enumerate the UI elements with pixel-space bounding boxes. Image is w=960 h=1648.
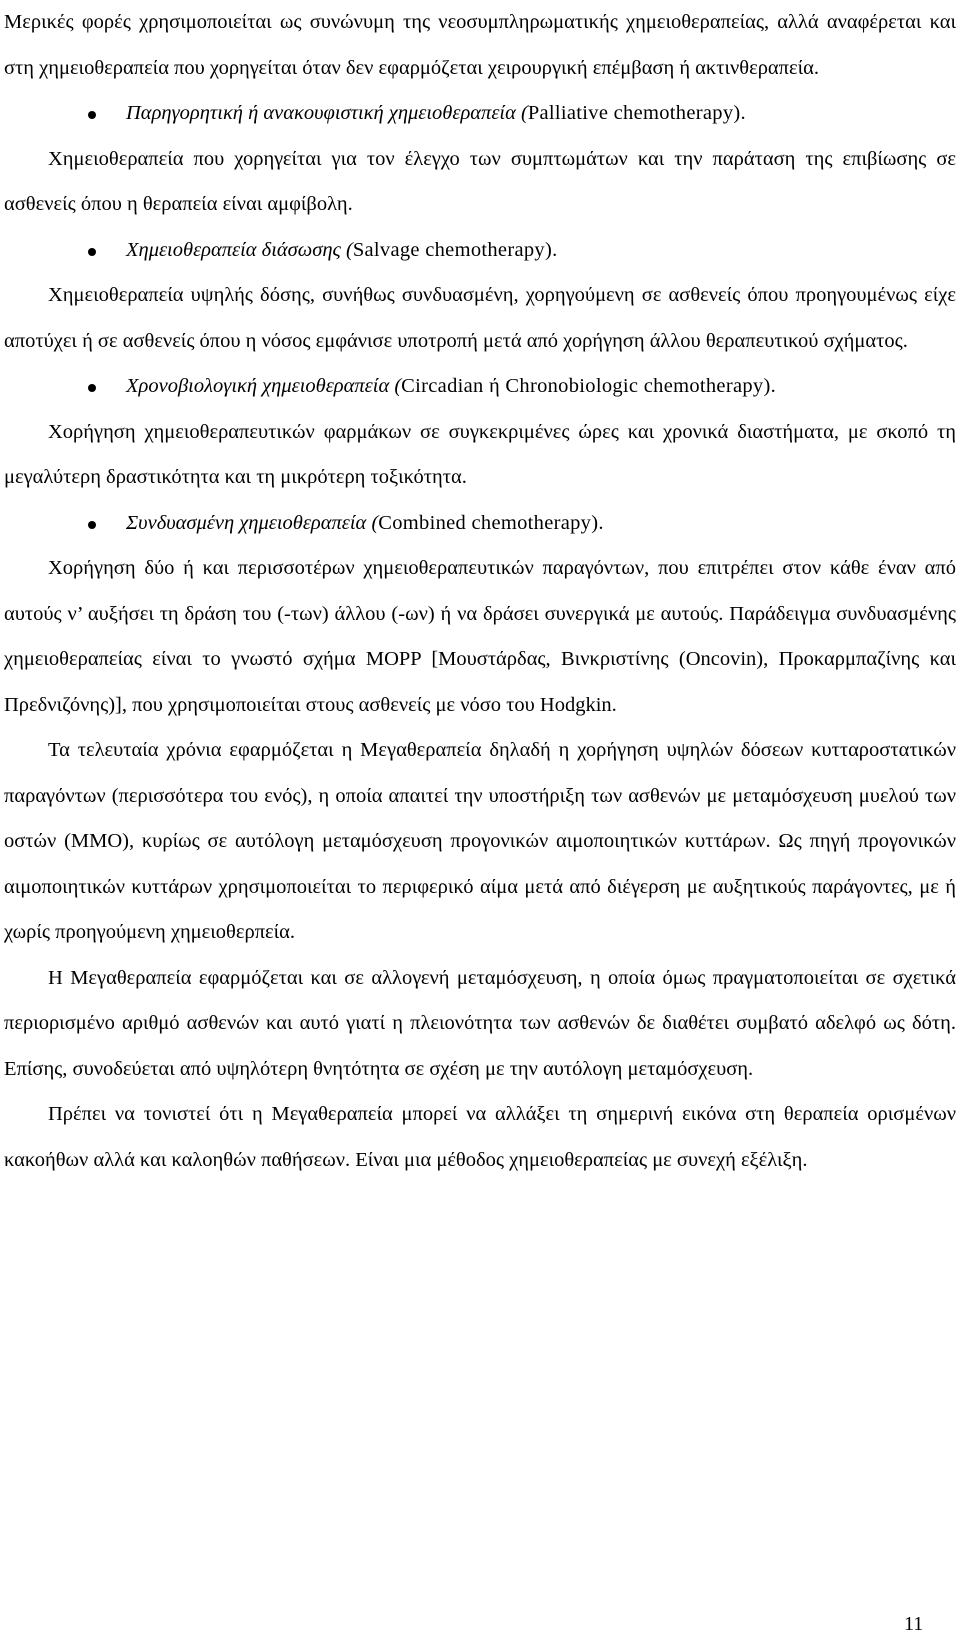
term-latin: Palliative chemotherapy). [527,102,746,124]
paragraph-megatherapy-outlook: Πρέπει να τονιστεί ότι η Μεγαθεραπεία μπορεί να αλλάξει τη σημερινή εικόνα στη θεραπεία ορισμένων κακοήθων αλλά και καλοηθών παθήσεων. Είναι μια μέθοδος χημειοθεραπείας με συνεχή εξέλιξη. [4,1103,956,1171]
paragraph-megatherapy-allogeneic: Η Μεγαθεραπεία εφαρμόζεται και σε αλλογενή μεταμόσχευση, η οποία όμως πραγματοποιείται σε σχετικά περιορισμένο αριθμό ασθενών και αυτό γιατί η πλειονότητα των ασθενών δε διαθέτει συμβατό αδελφό ως δότη. Επίσης, συνοδεύεται από υψηλότερη θνητότητα σε σχέση με την αυτόλογη μεταμόσχευση. [4,966,956,1080]
term-latin: Salvage chemotherapy). [352,238,558,261]
bullet-term-palliative [4,91,956,137]
bullet-description-chronobiologic: Χορήγηση χημειοθεραπευτικών φαρμάκων σε συγκεκριμένες ώρες και χρονικά διαστήματα, με σκοπό τη μεγαλύτερη δραστικότητα και τη μικρότερη τοξικότητα. [4,420,956,488]
term-latin: Circadian ή Chronobiologic chemotherapy). [401,375,777,397]
bullet-dot-icon [88,521,96,529]
opening-paragraph: Μερικές φορές χρησιμοποιείται ως συνώνυμη της νεοσυμπληρωματικής χημειοθεραπείας, αλλά αναφέρεται και στη χημειοθεραπεία που χορηγείται όταν δεν εφαρμόζεται χειρουργική επέμβαση ή ακτινθεραπεία. [4,11,956,79]
term-greek: Χρονοβιολογική χημειοθεραπεία ( [126,375,402,397]
bullet-term-chronobiologic [4,364,956,410]
bullet-term-combined [4,501,956,547]
bullet-description-salvage: Χημειοθεραπεία υψηλής δόσης, συνήθως συνδυασμένη, χορηγούμενη σε ασθενείς όπου προηγουμένως είχε αποτύχει ή σε ασθενείς όπου η νόσος εμφάνισε υποτροπή μετά από χορήγηση άλλου θεραπευτικού σχήματος. [4,284,956,352]
bullet-description-combined: Χορήγηση δύο ή και περισσοτέρων χημειοθεραπευτικών παραγόντων, που επιτρέπει στον κάθε έναν από αυτούς ν’ αυξήσει τη δράση του (-των) άλλου (-ων) ή να δράσει συνεργικά με αυτούς. Παράδειγμα συνδυασμένης χημειοθεραπείας είναι το γνωστό σχήμα MOPP [Μουστάρδας, Βινκριστίνης (Oncovin), Προκαρμπαζίνης και Πρεδνιζόνης)], που χρησιμοποιείται στους ασθενείς με νόσο του Hodgkin. [4,557,956,716]
term-greek: Συνδυασμένη χημειοθεραπεία ( [126,511,379,534]
term-greek: Χημειοθεραπεία διάσωσης ( [126,238,353,261]
paragraph-megatherapy-intro: Τα τελευταία χρόνια εφαρμόζεται η Μεγαθεραπεία δηλαδή η χορήγηση υψηλών δόσεων κυτταροστατικών παραγόντων (περισσότερα του ενός), η οποία απαιτεί την υποστήριξη των ασθενών με μεταμόσχευση μυελού των οστών (ΜΜΟ), κυρίως σε αυτόλογη μεταμόσχευση προγονικών αιμοποιητικών κυττάρων. Ως πηγή προγονικών αιμοποιητικών κυττάρων χρησιμοποιείται το περιφερικό αίμα μετά από διέγερση με αυξητικούς παράγοντες, με ή χωρίς προηγούμενη χημειοθερπεία. [4,739,956,943]
page-content [4,0,956,1183]
bullet-dot-icon [88,384,96,392]
bullet-dot-icon [88,248,96,256]
page-number: 11 [904,1613,924,1635]
term-latin: Combined chemotherapy). [378,511,604,534]
bullet-term-salvage [4,228,956,274]
term-greek: Παρηγορητική ή ανακουφιστική χημειοθεραπεία ( [126,102,528,124]
bullet-dot-icon [88,111,96,119]
bullet-description-palliative: Χημειοθεραπεία που χορηγείται για τον έλεγχο των συμπτωμάτων και την παράταση της επιβίωσης σε ασθενείς όπου η θεραπεία είναι αμφίβολη. [4,147,956,215]
